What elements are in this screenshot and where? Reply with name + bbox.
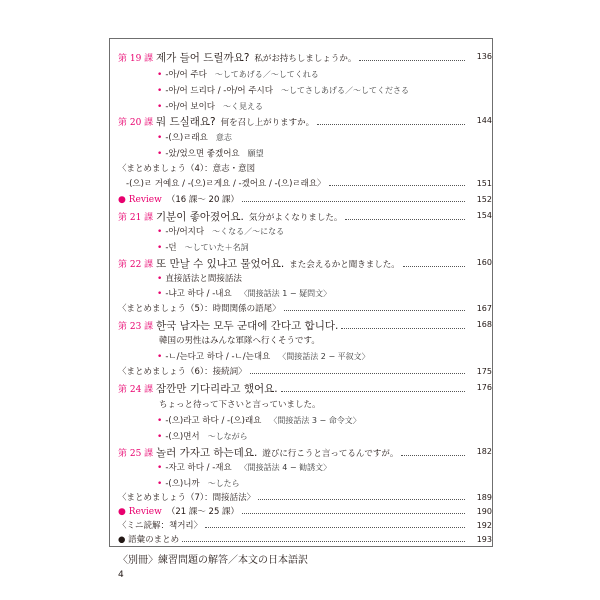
leader-dots (345, 219, 465, 220)
folio-number: 4 (118, 570, 124, 580)
grammar-item: • 直接話法と間接話法 (157, 274, 242, 284)
toc-mini-reading[interactable]: 〈ミニ読解：책거리〉 (118, 519, 468, 537)
grammar-item: • -던 〜していた＋名詞 (157, 243, 249, 253)
page-number: 160 (476, 258, 492, 267)
lesson-title-ja: ちょっと待って下さいと言っていました。 (159, 400, 321, 410)
lesson-number: 第 24 課 (118, 385, 154, 395)
leader-dots (250, 373, 465, 374)
grammar-item: • -(으)면서 〜しながら (157, 432, 248, 442)
review-label: ● Review (118, 507, 162, 517)
toc-lesson-20[interactable] (118, 114, 468, 132)
page-number: 175 (476, 367, 492, 376)
page-number: 189 (476, 493, 492, 502)
toc-summary-4[interactable]: 〈まとめましょう（4）：意志・意図 (118, 164, 256, 174)
lesson-title-ja: また会えるかと聞きました。 (289, 260, 400, 270)
bullet-icon: • (157, 289, 163, 299)
bullet-icon: • (157, 416, 163, 426)
leader-dots (341, 328, 465, 329)
bullet-icon: • (157, 274, 163, 284)
toc-summary-7[interactable]: 〈まとめましょう（7）：間接話法〉 (118, 491, 468, 509)
lesson-number: 第 23 課 (118, 322, 154, 332)
leader-dots (359, 60, 465, 61)
lesson-title: 제가 들어 드릴까요? (156, 52, 250, 64)
bullet-icon: • (157, 243, 163, 253)
bullet-icon: • (157, 463, 163, 473)
leader-dots (182, 541, 465, 542)
leader-dots (205, 527, 465, 528)
toc-lesson-19[interactable] (118, 50, 468, 68)
toc-summary-6[interactable]: 〈まとめましょう（6）：接続詞〉 (118, 365, 468, 383)
leader-dots (258, 499, 465, 500)
lesson-title: 한국 남자는 모두 군대에 간다고 합니다. (156, 320, 339, 332)
leader-dots (329, 185, 465, 186)
bullet-icon: • (157, 70, 163, 80)
toc-summary-4-detail[interactable]: -(으)ㄹ 거예요 / -(으)ㄹ게요 / -겠어요 / -(으)ㄹ래요〉 (126, 177, 468, 195)
lesson-title: 기분이 좋아졌어요. (156, 211, 244, 223)
grammar-item: • -(으)니까 〜したら (157, 479, 240, 489)
lesson-title: 뭐 드실래요? (156, 116, 216, 128)
grammar-item: • -ㄴ/는다고 하다 / -ㄴ/는대요 〈間接話法 2 − 平叙文〉 (157, 352, 370, 362)
page-number: 144 (476, 116, 492, 125)
lesson-title-ja: 私がお持ちしましょうか。 (254, 54, 357, 64)
lesson-number: 第 22 課 (118, 260, 154, 270)
page-number: 168 (476, 320, 492, 329)
grammar-item: • -았/었으면 좋겠어요 願望 (157, 149, 264, 159)
grammar-item: • -(으)ㄹ래요 意志 (157, 133, 232, 143)
page-number: 136 (476, 52, 492, 61)
lesson-title: 또 만날 수 있냐고 물었어요. (156, 258, 285, 270)
bullet-icon: • (157, 149, 163, 159)
leader-dots (284, 310, 465, 311)
bullet-icon: • (157, 352, 163, 362)
grammar-item: • -자고 하다 / -재요 〈間接話法 4 − 勧誘文〉 (157, 463, 332, 473)
grammar-item: • -아/어 보이다 〜く見える (157, 102, 264, 112)
page-number: 154 (476, 211, 492, 220)
leader-dots (281, 391, 465, 392)
page-number: 193 (476, 535, 492, 544)
leader-dots (242, 201, 465, 202)
bullet-icon: • (157, 227, 163, 237)
page-number: 182 (476, 447, 492, 456)
leader-dots (317, 124, 465, 125)
page-number: 190 (476, 507, 492, 516)
leader-dots (401, 455, 465, 456)
lesson-number: 第 21 課 (118, 213, 154, 223)
page-number: 151 (476, 179, 492, 188)
review-label: ● Review (118, 195, 162, 205)
lesson-title-ja: 遊びに行こうと言ってるんですが。 (262, 449, 399, 459)
toc-lesson-24[interactable] (118, 381, 468, 399)
bullet-icon: • (157, 432, 163, 442)
toc-vocabulary[interactable]: ● 語彙のまとめ (118, 533, 468, 551)
page-number: 192 (476, 521, 492, 530)
lesson-title-ja: 何を召し上がりますか。 (220, 118, 315, 128)
grammar-item: • -아/어 드리다 / -아/어 주시다 〜してさしあげる／〜してくださる (157, 86, 409, 96)
grammar-item: • -(으)라고 하다 / -(으)래요 〈間接話法 3 − 命令文〉 (157, 416, 361, 426)
bullet-icon: • (157, 86, 163, 96)
leader-dots (242, 513, 465, 514)
bullet-icon: • (157, 479, 163, 489)
toc-review-1[interactable]: ● Review （16 課〜 20 課） (118, 193, 468, 211)
lesson-number: 第 20 課 (118, 118, 154, 128)
lesson-number: 第 19 課 (118, 54, 154, 64)
bullet-icon: • (157, 133, 163, 143)
lesson-title-ja: 韓国の男性はみんな軍隊へ行くそうです。 (159, 336, 320, 346)
lesson-number: 第 25 課 (118, 449, 154, 459)
supplement-title[interactable]: 〈別冊〉練習問題の解答／本文の日本語訳 (118, 555, 308, 566)
page-number: 152 (476, 195, 492, 204)
lesson-title-ja: 気分がよくなりました。 (248, 213, 343, 223)
page-number: 176 (476, 383, 492, 392)
bullet-icon: • (157, 102, 163, 112)
page-number: 167 (476, 304, 492, 313)
grammar-item: • -냐고 하다 / -내요 〈間接話法 1 − 疑問文〉 (157, 289, 332, 299)
grammar-item: • -아/어지다 〜くなる／〜になる (157, 227, 285, 237)
grammar-item: • -아/어 주다 〜してあげる／〜してくれる (157, 70, 319, 80)
lesson-title: 놀러 가자고 하는데요. (156, 447, 258, 459)
leader-dots (403, 266, 465, 267)
lesson-title: 잠깐만 기다리라고 했어요. (156, 383, 278, 395)
toc-review-2[interactable]: ● Review （21 課〜 25 課） (118, 505, 468, 523)
toc-summary-5[interactable]: 〈まとめましょう（5）：時間関係の語尾〉 (118, 302, 468, 320)
